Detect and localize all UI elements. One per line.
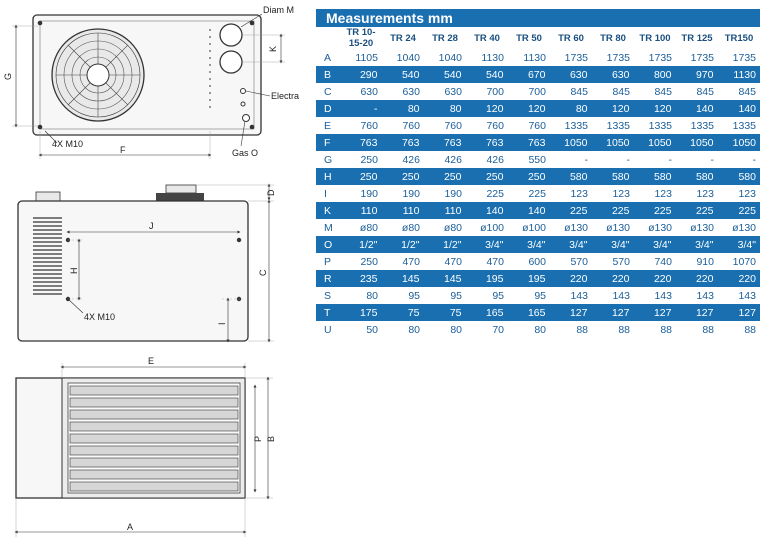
- table-cell: 670: [508, 66, 550, 83]
- table-row: [316, 66, 760, 83]
- table-cell: 220: [592, 270, 634, 287]
- table-cell: 250: [340, 253, 382, 270]
- column-header: TR 28: [424, 27, 466, 49]
- table-cell: 225: [718, 202, 760, 219]
- table-cell: 123: [676, 185, 718, 202]
- table-cell: 3/4": [676, 236, 718, 253]
- row-label: E: [316, 117, 340, 134]
- table-cell: 763: [340, 134, 382, 151]
- column-header: TR 50: [508, 27, 550, 49]
- table-cell: 760: [340, 117, 382, 134]
- table-cell: 225: [592, 202, 634, 219]
- table-cell: 165: [508, 304, 550, 321]
- table-cell: 760: [466, 117, 508, 134]
- row-label: A: [316, 49, 340, 66]
- table-cell: 80: [382, 100, 424, 117]
- table-cell: 1335: [718, 117, 760, 134]
- table-cell: 3/4": [592, 236, 634, 253]
- table-row: [316, 219, 760, 236]
- table-cell: 140: [466, 202, 508, 219]
- table-cell: 426: [382, 151, 424, 168]
- table-cell: 1050: [634, 134, 676, 151]
- table-cell: -: [592, 151, 634, 168]
- table-cell: 760: [424, 117, 466, 134]
- gas-connector-icon: [243, 115, 250, 122]
- table-cell: 123: [718, 185, 760, 202]
- table-cell: 1335: [550, 117, 592, 134]
- table-cell: 250: [508, 168, 550, 185]
- table-cell: 570: [550, 253, 592, 270]
- table-row: [316, 270, 760, 287]
- table-cell: 250: [466, 168, 508, 185]
- column-header: TR 125: [676, 27, 718, 49]
- table-cell: -: [340, 100, 382, 117]
- table-row: [316, 287, 760, 304]
- air-inlet-icon: [220, 51, 242, 73]
- table-row: [316, 134, 760, 151]
- table-cell: 95: [382, 287, 424, 304]
- table-cell: 1070: [718, 253, 760, 270]
- table-cell: 845: [718, 83, 760, 100]
- row-label: R: [316, 270, 340, 287]
- table-cell: 220: [634, 270, 676, 287]
- table-cell: 225: [466, 185, 508, 202]
- table-cell: 3/4": [634, 236, 676, 253]
- column-header: TR 60: [550, 27, 592, 49]
- table-cell: 3/4": [718, 236, 760, 253]
- table-cell: 1335: [676, 117, 718, 134]
- table-cell: 80: [382, 321, 424, 338]
- row-label: B: [316, 66, 340, 83]
- table-cell: 195: [508, 270, 550, 287]
- table-row: [316, 304, 760, 321]
- table-cell: 250: [382, 168, 424, 185]
- label-a: A: [127, 522, 134, 532]
- label-e: E: [148, 356, 155, 366]
- table-cell: 700: [466, 83, 508, 100]
- column-header: [316, 27, 340, 49]
- fan-icon: [52, 29, 144, 121]
- measurements-table: [316, 27, 760, 338]
- table-cell: 600: [508, 253, 550, 270]
- table-cell: 145: [382, 270, 424, 287]
- table-cell: 1130: [718, 66, 760, 83]
- label-diam-m: Diam M: [263, 5, 294, 15]
- column-header: TR 80: [592, 27, 634, 49]
- row-label: I: [316, 185, 340, 202]
- table-cell: 1335: [634, 117, 676, 134]
- table-cell: ø80: [382, 219, 424, 236]
- table-cell: 140: [676, 100, 718, 117]
- table-row: [316, 168, 760, 185]
- row-label: F: [316, 134, 340, 151]
- table-cell: 470: [424, 253, 466, 270]
- table-cell: 800: [634, 66, 676, 83]
- row-label: C: [316, 83, 340, 100]
- table-cell: ø100: [508, 219, 550, 236]
- label-d: D: [266, 189, 276, 196]
- row-label: K: [316, 202, 340, 219]
- side-view: [18, 185, 276, 341]
- table-cell: 120: [508, 100, 550, 117]
- table-row: [316, 83, 760, 100]
- table-cell: 540: [424, 66, 466, 83]
- table-cell: 426: [424, 151, 466, 168]
- table-cell: 140: [718, 100, 760, 117]
- row-label: T: [316, 304, 340, 321]
- table-cell: ø80: [424, 219, 466, 236]
- column-header: TR 100: [634, 27, 676, 49]
- table-cell: 110: [340, 202, 382, 219]
- table-cell: 1735: [718, 49, 760, 66]
- table-cell: 470: [382, 253, 424, 270]
- column-header: TR 40: [466, 27, 508, 49]
- table-cell: 127: [592, 304, 634, 321]
- label-k: K: [268, 45, 278, 52]
- table-cell: -: [634, 151, 676, 168]
- table-cell: ø130: [550, 219, 592, 236]
- louvre-blades: [70, 386, 238, 491]
- table-header-row: [316, 27, 760, 49]
- table-cell: ø130: [718, 219, 760, 236]
- table-cell: 550: [508, 151, 550, 168]
- table-cell: ø100: [466, 219, 508, 236]
- front-view: [3, 5, 299, 159]
- table-cell: 235: [340, 270, 382, 287]
- table-cell: 127: [676, 304, 718, 321]
- table-row: [316, 202, 760, 219]
- table-cell: 110: [424, 202, 466, 219]
- table-cell: 225: [550, 202, 592, 219]
- table-cell: 143: [676, 287, 718, 304]
- table-cell: 250: [424, 168, 466, 185]
- table-cell: 630: [424, 83, 466, 100]
- table-cell: 127: [718, 304, 760, 321]
- table-cell: 80: [424, 100, 466, 117]
- table-cell: -: [718, 151, 760, 168]
- table-cell: 763: [466, 134, 508, 151]
- table-cell: 123: [592, 185, 634, 202]
- table-cell: 50: [340, 321, 382, 338]
- table-cell: 190: [382, 185, 424, 202]
- label-electra: Electra: [271, 91, 300, 101]
- table-row: [316, 49, 760, 66]
- table-cell: 165: [466, 304, 508, 321]
- table-row: [316, 321, 760, 338]
- table-cell: 1/2": [340, 236, 382, 253]
- table-row: [316, 151, 760, 168]
- label-4x-m10-side: 4X M10: [84, 312, 116, 322]
- table-cell: 1130: [508, 49, 550, 66]
- table-cell: 220: [676, 270, 718, 287]
- table-row: [316, 117, 760, 134]
- table-cell: 1050: [718, 134, 760, 151]
- table-cell: 630: [340, 83, 382, 100]
- table-cell: 120: [592, 100, 634, 117]
- table-cell: 1040: [382, 49, 424, 66]
- table-cell: 220: [718, 270, 760, 287]
- table-cell: 195: [466, 270, 508, 287]
- table-cell: 570: [592, 253, 634, 270]
- row-label: M: [316, 219, 340, 236]
- electrical-connector-icon: [241, 89, 246, 94]
- row-label: D: [316, 100, 340, 117]
- table-cell: 140: [508, 202, 550, 219]
- table-cell: 1735: [550, 49, 592, 66]
- table-cell: 220: [550, 270, 592, 287]
- table-cell: 88: [676, 321, 718, 338]
- table-cell: 80: [550, 100, 592, 117]
- table-cell: 763: [508, 134, 550, 151]
- table-cell: 225: [634, 202, 676, 219]
- table-cell: 630: [550, 66, 592, 83]
- table-cell: 190: [424, 185, 466, 202]
- table-cell: ø130: [592, 219, 634, 236]
- table-cell: 3/4": [550, 236, 592, 253]
- table-cell: 120: [466, 100, 508, 117]
- table-cell: 845: [676, 83, 718, 100]
- table-cell: 3/4": [466, 236, 508, 253]
- label-gas-o: Gas O: [232, 148, 259, 158]
- label-h: H: [69, 267, 79, 274]
- table-cell: 580: [634, 168, 676, 185]
- table-cell: 1050: [592, 134, 634, 151]
- table-cell: 190: [340, 185, 382, 202]
- label-4x-m10-top: 4X M10: [52, 139, 84, 149]
- table-row: [316, 100, 760, 117]
- row-label: U: [316, 321, 340, 338]
- table-cell: 540: [466, 66, 508, 83]
- table-cell: 250: [340, 151, 382, 168]
- table-cell: 1105: [340, 49, 382, 66]
- table-cell: 760: [508, 117, 550, 134]
- label-i: I: [217, 322, 227, 325]
- table-cell: 225: [508, 185, 550, 202]
- table-cell: 845: [550, 83, 592, 100]
- table-cell: 75: [424, 304, 466, 321]
- table-cell: 1040: [424, 49, 466, 66]
- table-cell: 120: [634, 100, 676, 117]
- table-cell: 70: [466, 321, 508, 338]
- table-cell: 127: [634, 304, 676, 321]
- table-row: [316, 253, 760, 270]
- table-cell: 225: [676, 202, 718, 219]
- table-row: [316, 185, 760, 202]
- table-cell: 1735: [592, 49, 634, 66]
- table-cell: 127: [550, 304, 592, 321]
- table-cell: 123: [550, 185, 592, 202]
- table-cell: 580: [592, 168, 634, 185]
- table-cell: 95: [508, 287, 550, 304]
- table-cell: 1/2": [424, 236, 466, 253]
- table-cell: ø130: [676, 219, 718, 236]
- table-cell: 95: [424, 287, 466, 304]
- table-cell: 75: [382, 304, 424, 321]
- column-header: TR150: [718, 27, 760, 49]
- table-cell: 80: [508, 321, 550, 338]
- table-cell: 630: [382, 83, 424, 100]
- table-cell: 3/4": [508, 236, 550, 253]
- table-cell: 580: [550, 168, 592, 185]
- technical-drawings: [0, 0, 310, 543]
- table-cell: 143: [634, 287, 676, 304]
- table-cell: -: [676, 151, 718, 168]
- table-cell: 630: [592, 66, 634, 83]
- row-label: G: [316, 151, 340, 168]
- table-body: [316, 49, 760, 338]
- table-title: Measurements mm: [316, 9, 760, 27]
- label-p: P: [253, 435, 263, 442]
- table-cell: 910: [676, 253, 718, 270]
- table-cell: 80: [424, 321, 466, 338]
- table-cell: 426: [466, 151, 508, 168]
- measurements-panel: [316, 9, 760, 338]
- table-cell: 700: [508, 83, 550, 100]
- table-cell: 123: [634, 185, 676, 202]
- table-cell: 88: [718, 321, 760, 338]
- table-cell: -: [550, 151, 592, 168]
- table-cell: 80: [340, 287, 382, 304]
- table-cell: 143: [550, 287, 592, 304]
- table-cell: 1050: [550, 134, 592, 151]
- label-f: F: [120, 145, 126, 155]
- table-cell: 143: [592, 287, 634, 304]
- table-cell: 1050: [676, 134, 718, 151]
- row-label: P: [316, 253, 340, 270]
- table-cell: 580: [676, 168, 718, 185]
- label-j: J: [149, 221, 154, 231]
- flue-outlet-icon: [220, 24, 242, 46]
- table-row: [316, 236, 760, 253]
- table-cell: 1735: [676, 49, 718, 66]
- label-c: C: [258, 269, 268, 276]
- table-cell: 145: [424, 270, 466, 287]
- table-cell: 763: [424, 134, 466, 151]
- table-cell: 740: [634, 253, 676, 270]
- table-cell: ø80: [340, 219, 382, 236]
- table-cell: 970: [676, 66, 718, 83]
- table-cell: 290: [340, 66, 382, 83]
- label-g: G: [3, 72, 13, 80]
- table-cell: 470: [466, 253, 508, 270]
- table-cell: 110: [382, 202, 424, 219]
- table-cell: 763: [382, 134, 424, 151]
- table-cell: 1735: [634, 49, 676, 66]
- table-cell: 580: [718, 168, 760, 185]
- row-label: S: [316, 287, 340, 304]
- table-cell: 540: [382, 66, 424, 83]
- row-label: O: [316, 236, 340, 253]
- table-cell: 845: [592, 83, 634, 100]
- column-header: TR 24: [382, 27, 424, 49]
- table-cell: ø130: [634, 219, 676, 236]
- row-label: H: [316, 168, 340, 185]
- bottom-view: [16, 356, 276, 537]
- table-cell: 1130: [466, 49, 508, 66]
- label-b: B: [266, 435, 276, 442]
- table-cell: 95: [466, 287, 508, 304]
- table-cell: 250: [340, 168, 382, 185]
- table-cell: 175: [340, 304, 382, 321]
- table-cell: 143: [718, 287, 760, 304]
- table-cell: 845: [634, 83, 676, 100]
- table-cell: 88: [550, 321, 592, 338]
- table-cell: 1/2": [382, 236, 424, 253]
- table-cell: 760: [382, 117, 424, 134]
- column-header: TR 10-15-20: [340, 27, 382, 49]
- table-cell: 88: [592, 321, 634, 338]
- table-cell: 1335: [592, 117, 634, 134]
- table-cell: 88: [634, 321, 676, 338]
